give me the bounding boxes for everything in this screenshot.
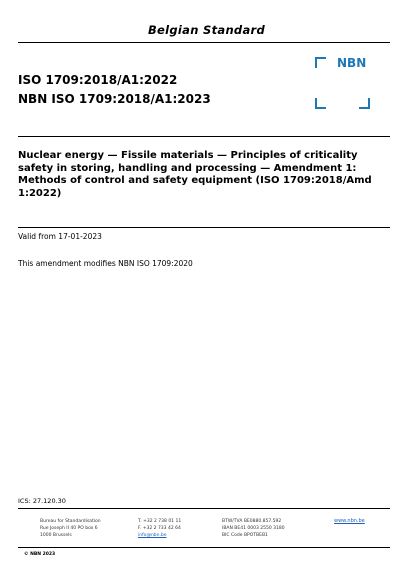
footer-rule [18, 508, 390, 509]
top-rule [18, 42, 390, 43]
nbn-logo [315, 57, 370, 109]
nbn-reference: NBN ISO 1709:2018/A1:2023 [18, 92, 211, 106]
document-title: Nuclear energy — Fissile materials — Principles of criticality safety in storing, handling and processing — Amendment 1: Methods of control and safety equipment (ISO 1709:2018/Amd 1:2022) [18, 150, 372, 199]
logo-corner-icon [315, 57, 326, 68]
footer-line: BTW/TVA BE0880.857.592 [222, 519, 282, 524]
footer-line: Rue Joseph II 40 PO box 6 [40, 526, 98, 531]
footer-bank [222, 518, 285, 539]
logo-text: NBN [337, 56, 367, 70]
copyright: © NBN 2023 [24, 552, 56, 557]
logo-corner-icon [315, 98, 326, 109]
website-link[interactable]: www.nbn.be [334, 518, 365, 524]
logo-corner-icon [359, 98, 370, 109]
modifies-note: This amendment modifies NBN ISO 1709:2020 [18, 259, 193, 268]
section-rule [18, 227, 390, 228]
iso-reference: ISO 1709:2018/A1:2022 [18, 73, 178, 87]
footer-line: 1000 Brussels [40, 533, 72, 538]
section-rule [18, 136, 390, 137]
ics-code: ICS: 27.120.30 [18, 497, 66, 505]
footer-line: BIC Code BPOTBEB1 [222, 533, 268, 538]
footer-address [40, 518, 101, 539]
email-link[interactable]: info@nbn.be [138, 533, 167, 538]
valid-from: Valid from 17-01-2023 [18, 232, 102, 241]
footer-line: T. +32 2 738 01 11 [138, 519, 182, 524]
footer-line: Bureau for Standardisation [40, 519, 101, 524]
footer-contact [138, 518, 181, 539]
footer-line: F. +32 2 733 42 64 [138, 526, 181, 531]
footer-line: IBAN BE41 0003 2550 3180 [222, 526, 285, 531]
header-title: Belgian Standard [147, 23, 266, 37]
footer-bottom-rule [18, 547, 390, 548]
